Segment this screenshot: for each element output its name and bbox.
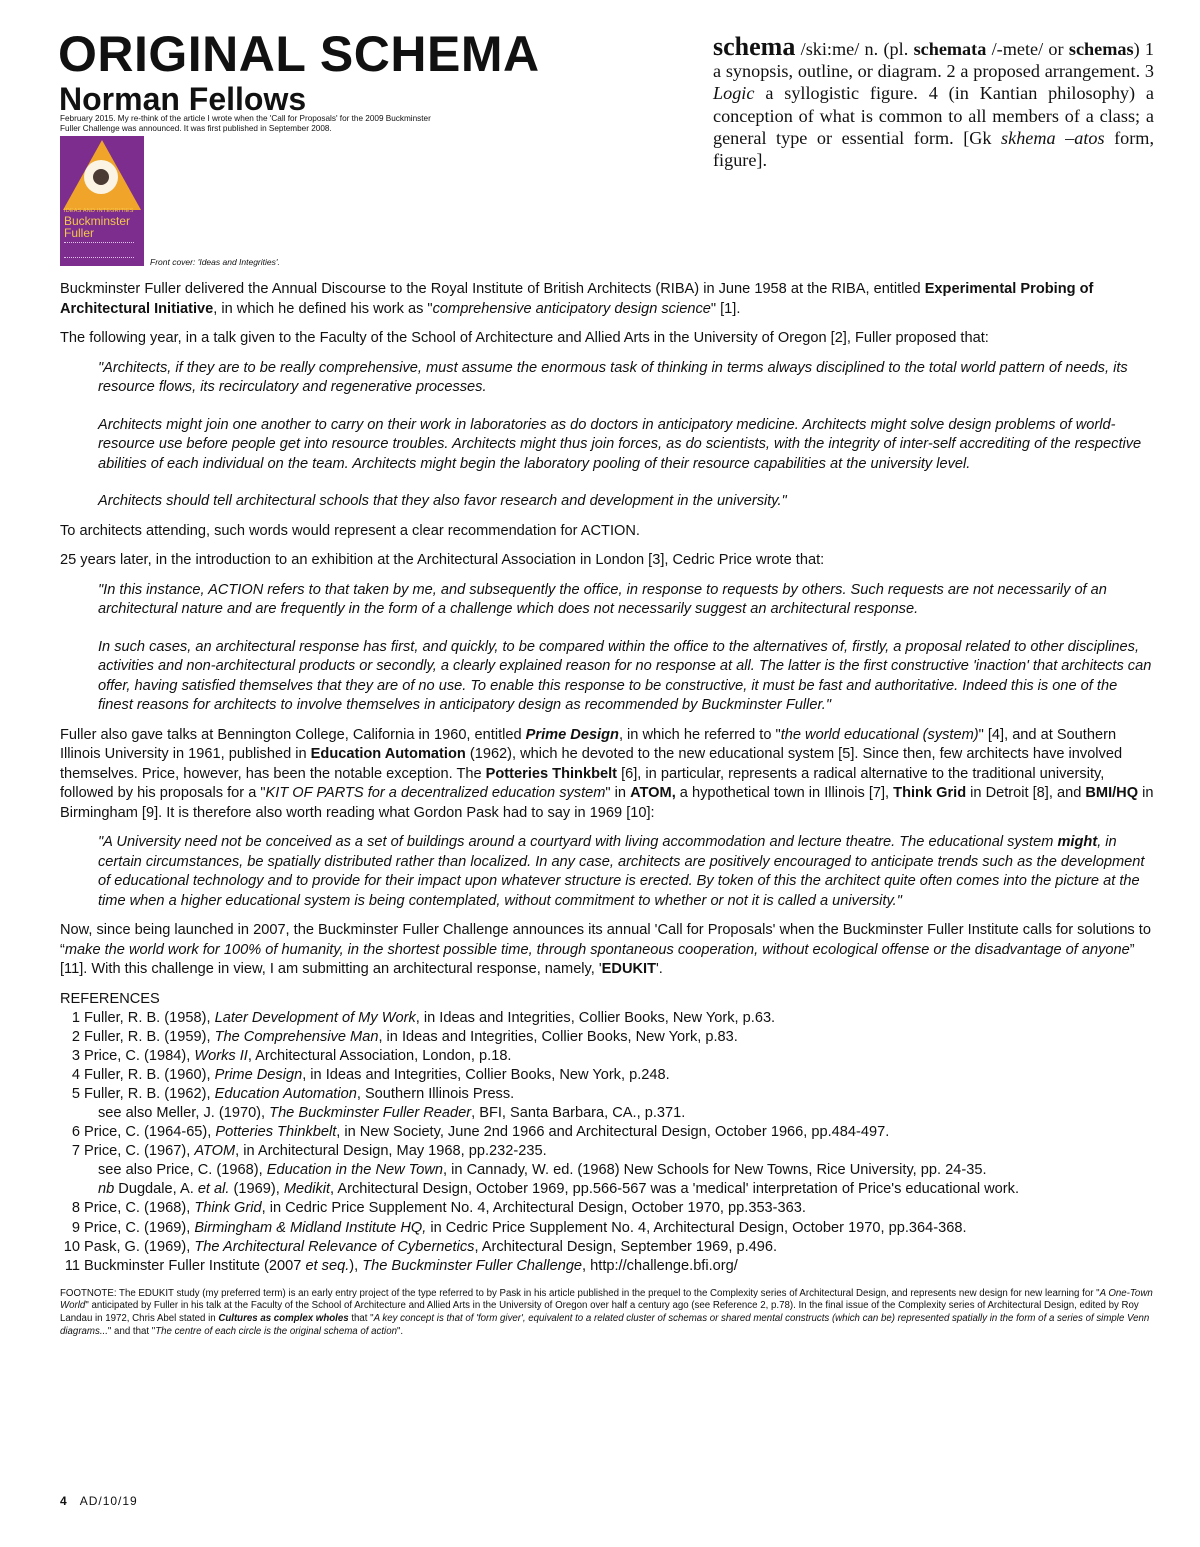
block-quote: Architects might join one another to carry on their work in laboratories as do doctors in anticipatory medicine. Architects might solve design problems of world-resource use before people get into resource troubles. Architects might thus join forces, as do scientists, with the integrity of inter-self accrediting of the respective abilities of each individual on the team. Architects might begin the laboratory pooling of their resource capabilities at the university level. [98,416,1142,472]
page-number: 4 AD/10/19 [60,1494,138,1508]
paragraph: Buckminster Fuller delivered the Annual Discourse to the Royal Institute of British Architects (RIBA) in June 1958 at the RIBA, entitled Experimental Probing of Architectural Initiative, in which he defined his work as "comprehensive anticipatory design science" [1]. [60,281,1094,317]
paragraph: To architects attending, such words would represent a clear recommendation for ACTION. [60,522,640,539]
reference-item: 7 Price, C. (1967), ATOM, in Architectural Design, May 1968, pp.232-235. [71,1143,547,1160]
references-heading: REFERENCES [60,990,160,1007]
paragraph: 25 years later, in the introduction to an exhibition at the Architectural Association in London [3], Cedric Price wrote that: [60,552,825,568]
cover-author-name: Buckminster Fuller [64,214,131,240]
cover-circle-core [93,169,109,185]
reference-item: 5 Fuller, R. B. (1962), Education Automation, Southern Illinois Press. [71,1085,515,1102]
cover-text-block [64,242,134,258]
reference-item: 11 Buckminster Fuller Institute (2007 et seq.), The Buckminster Fuller Challenge, http://challenge.bfi.org/ [64,1257,738,1274]
paragraph: The following year, in a talk given to the Faculty of the School of Architecture and Allied Arts in the University of Oregon [2], Fuller proposed that: [60,330,989,346]
paragraph: Now, since being launched in 2007, the Buckminster Fuller Challenge announces its annual 'Call for Proposals' when the Buckminster Fuller Institute calls for solutions to “make the world work for 100% of humanity, in the shortest possible time, through spontaneous cooperation, without ecological offense or the disadvantage of anyone” [11]. With this challenge in view, I am submitting an architectural response, namely, 'EDUKIT'. [60,922,1151,977]
block-quote: "In this instance, ACTION refers to that taken by me, and subsequently the office, in response to requests by others. Such requests are not necessarily of an architectural nature and are frequently in the form of a challenge which does not necessarily suggest an architectural response. [98,581,1107,617]
paragraph: Fuller also gave talks at Bennington College, California in 1960, entitled Prime Design, in which he referred to "the world educational (system)" [4], and at Southern Illinois University in 1961, published in Education Automation (1962), which he devoted to the new educational system [5]. Since then, few architects have involved themselves. Price, however, has been the notable exception. The Potteries Thinkbelt [6], in particular, represents a radical alternative to the traditional university, followed by his proposals for a "KIT OF PARTS for a decentralized education system" in ATOM, a hypothetical town in Illinois [7], Think Grid in Detroit [8], and BMI/HQ in Birmingham [9]. It is therefore also worth reading what Gordon Pask had to say in 1969 [10]: [60,726,1154,821]
reference-item: 9 Price, C. (1969), Birmingham & Midland Institute HQ, in Cedric Price Supplement No. 4, Architectural Design, October 1970, pp.364-368. [71,1219,967,1236]
dictionary-definition: schema /ski:me/ n. (pl. schemata /-mete/ or schemas) 1 a synopsis, outline, or diagram. 2 a proposed arrangement. 3 Logic a syllogistic figure. 4 (in Kantian philosophy) a conception of what is common to all members of a class; a general type or essential form. [Gk skhema –atos form, figure]. [713,32,1155,171]
reference-item: 8 Price, C. (1968), Think Grid, in Cedric Price Supplement No. 4, Architectural Design, October 1970, pp.353-363. [71,1200,806,1217]
block-quote: "A University need not be conceived as a set of buildings around a courtyard with living accommodation and lecture theatre. The educational system might, in certain circumstances, be spatially distributed rather than localized. In any case, architects are positively encouraged to anticipate trends such as the development of educational technology and to provide for their impact upon whatever structure is erected. By token of this the architect quite often comes into the picture at the time when a higher educational system is being contemplated, without commitment to whether or not it is called a university." [98,834,1145,909]
references-section [60,990,1156,1276]
issue-code: AD/10/19 [79,1494,138,1508]
page-title: ORIGINAL SCHEMA [58,26,540,82]
block-quote: "Architects, if they are to be really comprehensive, must assume the enormous task of thinking in terms always disciplined to the total world pattern of needs, its resource flows, its recirculatory and regenerative processes. [98,359,1128,395]
dictionary-headword: schema [713,32,796,61]
cover-caption: Front cover: 'Ideas and Integrities'. [150,257,280,267]
article-body [60,280,1156,1338]
author-name: Norman Fellows [59,81,307,117]
reference-subitem: see also Price, C. (1968), Education in the New Town, in Cannady, W. ed. (1968) New Schools for New Towns, Rice University, pp. 24-35. [98,1162,987,1179]
footnote: FOOTNOTE: The EDUKIT study (my preferred term) is an early entry project of the type referred to by Pask in his article published in the prequel to the Complexity series of Architectural Design, and represents new design for new learning for "A One-Town World" anticipated by Fuller in his talk at the Faculty of the School of Architecture and Allied Arts in the University of Oregon over half a century ago (see Reference 2, p.78). In the final issue of the Complexity series of Architectural Design, edited by Roy Landau in 1972, Chris Abel stated in Cultures as complex wholes that "A key concept is that of 'form giver', equivalent to a related cluster of schemas or shared mental constructs (which can be) represented spatially in the form of a series of simple Venn diagrams..." and that "The centre of each circle is the original schema of action". [60,1287,1153,1337]
reference-item: 6 Price, C. (1964-65), Potteries Thinkbelt, in New Society, June 2nd 1966 and Architectural Design, October 1966, pp.484-497. [71,1124,890,1141]
reference-item: 10 Pask, G. (1969), The Architectural Relevance of Cybernetics, Architectural Design, September 1969, p.496. [63,1238,778,1255]
reference-item: 2 Fuller, R. B. (1959), The Comprehensive Man, in Ideas and Integrities, Collier Books, New York, p.83. [71,1028,738,1045]
revision-note: February 2015. My re-think of the article I wrote when the 'Call for Proposals' for the 2009 Buckminster Fuller Challenge was announced. It was first published in September 2008. [60,114,431,134]
reference-item: 3 Price, C. (1984), Works II, Architectural Association, London, p.18. [71,1047,512,1064]
cover-series-title: IDEAS AND INTEGRITIES [64,208,134,214]
reference-item: 1 Fuller, R. B. (1958), Later Development of My Work, in Ideas and Integrities, Collier Books, New York, p.63. [71,1009,776,1026]
reference-item: 4 Fuller, R. B. (1960), Prime Design, in Ideas and Integrities, Collier Books, New York, p.248. [71,1066,670,1083]
block-quote: In such cases, an architectural response has first, and quickly, to be compared within the office to the alternatives of, firstly, a proposal related to other disciplines, activities and non-architectural products or secondly, a clearly explained reason for no response at all. The latter is the first constructive 'inaction' that architects can offer, having satisfied themselves that they are of no use. To enable this response to be constructive, it must be fast and authoritative. Indeed this is one of the finest reasons for architects to involve themselves in anticipatory design as recommended by Buckminster Fuller." [98,638,1152,713]
reference-subitem: nb Dugdale, A. et al. (1969), Medikit, Architectural Design, October 1969, pp.566-567 was a 'medical' interpretation of Price's educational work. [98,1181,1020,1198]
book-cover-image [60,136,144,266]
reference-subitem: see also Meller, J. (1970), The Buckminster Fuller Reader, BFI, Santa Barbara, CA., p.371. [98,1104,686,1121]
block-quote: Architects should tell architectural schools that they also favor research and development in the university." [98,493,787,509]
